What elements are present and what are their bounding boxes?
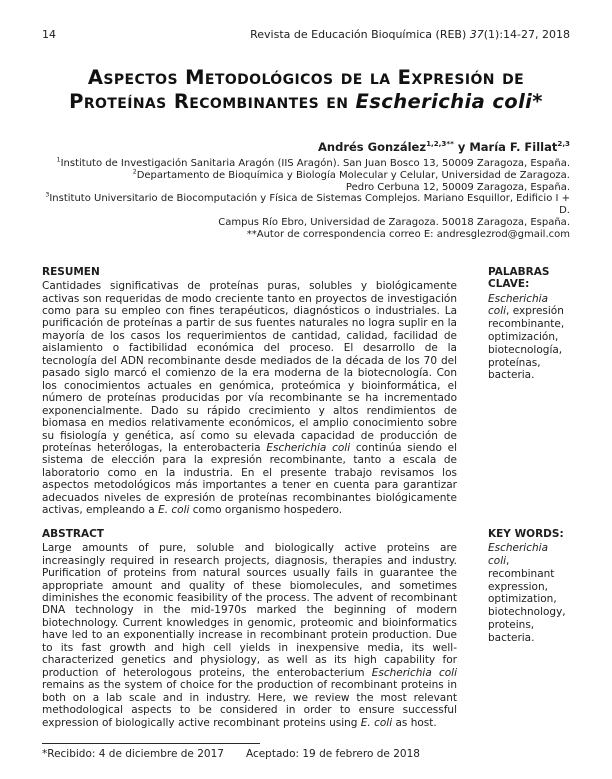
footnote-accepted: Aceptado: 19 de febrero de 2018 [245, 747, 420, 760]
authors-line: Andrés González$^{1,2,3**}$ y María F. Fillat$^{2,3}$ [318, 139, 570, 154]
journal-reference: Revista de Educación Bioquímica (REB) 37(1):14-27, 2018 [250, 28, 570, 41]
footnote-block [42, 743, 570, 761]
resumen-section [42, 266, 457, 517]
page-number: 14 [42, 28, 56, 41]
palabras-clave-heading: PALABRAS CLAVE: [488, 265, 550, 291]
abstract-section [42, 528, 457, 729]
abstract-text: Large amounts of pure, soluble and biologically active proteins are increasingly required in research projects, diagnosis, therapies and industry. Purification of proteins from natural sources usually fails in guarantee the appropriate amount and quality of these biomolecules, and sometimes diminishes the economic feasibility of the process. The advent of recombinant DNA technology in the mid-1970s marked the beginning of modern biotechnology. Current knowledges in genomic, proteomic and bioinformatics have led to an exponentially increase in recombinant protein production. Due to its fast growth and high cell yields in inexpensive media, its well-characterized genetics and physiology, as well as its high capability for production of heterologous proteins, the enterobacterium Escherichia coli remains as the system of choice for the production of recombinant proteins in both on a lab scale and in industry. Here, we review the most relevant methodological aspects to be considered in order to ensure successful expression of biologically active recombinant proteins using E. coli as host. [42, 542, 458, 729]
resumen-text: Cantidades significativas de proteínas puras, solubles y biológicamente activas son requeridas de modo creciente tanto en proyectos de investigación como para su empleo con fines terapéuticos, diagnósticos o industriales. La purificación de proteínas a partir de sus fuentes naturales no logra suplir en la mayoría de los casos los requerimientos de cantidad, calidad, facilidad de aislamiento o factibilidad económica del proceso. El desarrollo de la tecnología del ADN recombinante desde mediados de la década de los 70 del pasado siglo marcó el comienzo de la era moderna de la biotecnología. Con los conocimientos actuales en genómica, proteómica y bioinformática, el número de proteínas producidas por vía recombinante se ha incrementado exponencialmente. Dado su rápido crecimiento y altos rendimientos de biomasa en medios relativamente económicos, el amplio conocimiento sobre su fisiología y genética, así como su elevada capacidad de producción de proteínas heterólogas, la enterobacteria Escherichia coli continúa siendo el sistema de elección para la expresión recombinante, tanto a escala de laboratorio como en la industria. En el presente trabajo revisamos los aspectos metodológicos más importantes a tener en cuenta para garantizar adecuados niveles de expresión de proteínas recombinantes biológicamente activas, empleando a E. coli como organismo hospedero. [42, 280, 458, 517]
affiliation-line-3: Pedro Cerbuna 12, 50009 Zaragoza, España. [345, 181, 570, 193]
footnote-rule [42, 743, 260, 744]
key-words-section [488, 528, 570, 729]
content-grid [42, 266, 570, 729]
key-words-list: Escherichia coli, recombinant expression, optimization, biotechnology, proteins, bacteria. [488, 542, 566, 644]
affiliation-line-4: $^3$Instituto Universitario de Biocomputación y Física de Sistemas Complejos. Mariano Esquillor, Edificio I + D. [45, 192, 570, 217]
resumen-heading: RESUMEN [42, 265, 100, 278]
running-head [42, 28, 570, 41]
affiliation-line-1: $^1$Instituto de Investigación Sanitaria Aragón (IIS Aragón). San Juan Bosco 13, 50009 Zaragoza, España. [56, 156, 570, 169]
article-title: Aspectos Metodológicos de la Expresión de Proteínas Recombinantes en Escherichia coli* [69, 66, 543, 113]
footnote-received: *Recibido: 4 de diciembre de 2017 [42, 747, 224, 760]
affiliation-line-2: $^2$Departamento de Bioquímica y Biología Molecular y Celular, Universidad de Zaragoza. [132, 168, 570, 181]
footnote-line [42, 748, 570, 761]
palabras-clave-list: Escherichia coli, expresión recombinante, optimización, biotecnología, proteínas, bacteria. [488, 292, 565, 382]
affiliation-line-5: Campus Río Ebro, Universidad de Zaragoza. 50018 Zaragoza, España. [218, 216, 570, 228]
key-words-heading: KEY WORDS: [488, 527, 564, 540]
abstract-heading: ABSTRACT [42, 527, 104, 540]
affiliations-block [42, 158, 570, 241]
palabras-clave-section [488, 266, 570, 517]
correspondence-line: **Autor de correspondencia correo E: andresglezrod@gmail.com [246, 228, 570, 240]
